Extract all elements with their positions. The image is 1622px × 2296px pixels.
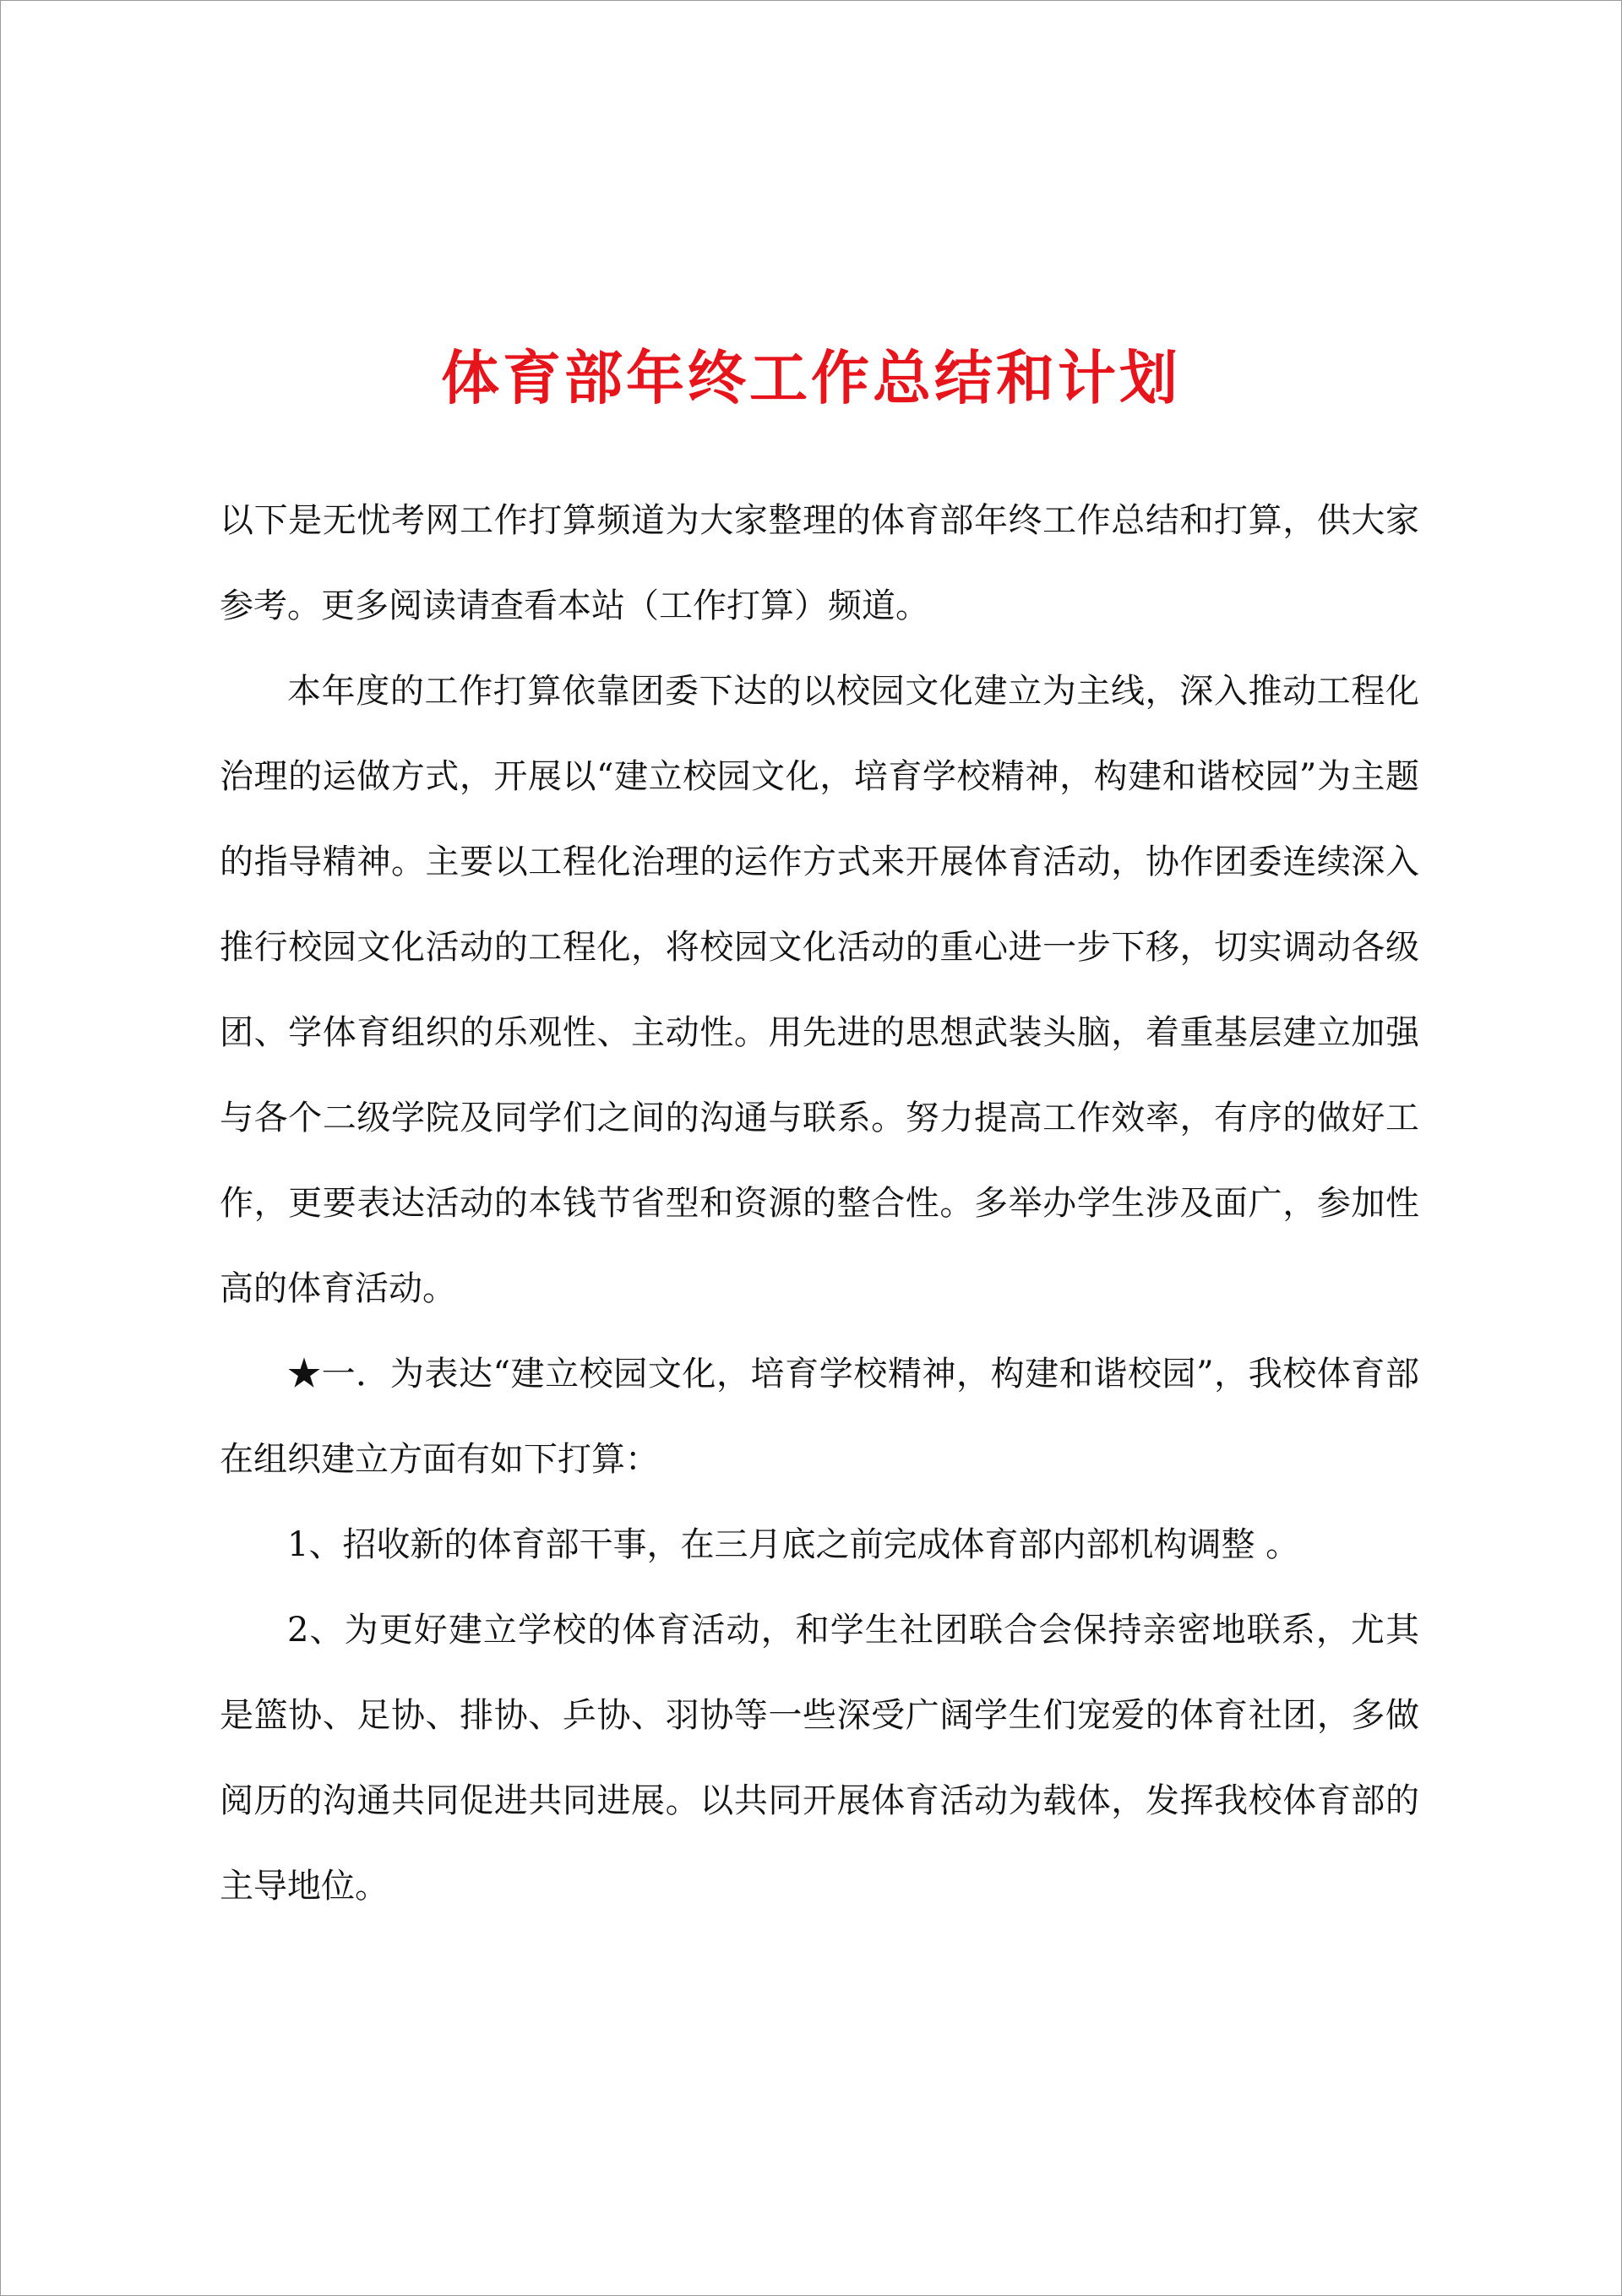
paragraph-item-one: 1、招收新的体育部干事，在三月底之前完成体育部内部机构调整 。 — [287, 1525, 1300, 1564]
document-body — [220, 478, 1419, 1929]
paragraph-section-one: ★一．为表达“建立校园文化，培育学校精神，构建和谐校园”，我校体育部在组织建立方面有如下打算： — [220, 1355, 1419, 1479]
paragraph-intro: 以下是无忧考网工作打算频道为大家整理的体育部年终工作总结和打算，供大家参考。更多阅读请查看本站（工作打算）频道。 — [220, 501, 1419, 625]
paragraph-annual-plan: 本年度的工作打算依靠团委下达的以校园文化建立为主线，深入推动工程化治理的运做方式，开展以“建立校园文化，培育学校精神，构建和谐校园”为主题的指导精神。主要以工程化治理的运作方式来开展体育活动，协作团委连续深入推行校园文化活动的工程化，将校园文化活动的重心进一步下移，切实调动各级团、学体育组织的乐观性、主动性。用先进的思想武装头脑，着重基层建立加强与各个二级学院及同学们之间的沟通与联系。努力提高工作效率，有序的做好工作，更要表达活动的本钱节省型和资源的整合性。多举办学生涉及面广，参加性高的体育活动。 — [220, 672, 1419, 1308]
document-title: 体育部年终工作总结和计划 — [441, 344, 1181, 412]
paragraph-item-two: 2、为更好建立学校的体育活动，和学生社团联合会保持亲密地联系，尤其是篮协、足协、排协、乒协、羽协等一些深受广阔学生们宠爱的体育社团，多做阅历的沟通共同促进共同进展。以共同开展体育活动为载体，发挥我校体育部的主导地位。 — [220, 1611, 1419, 1906]
